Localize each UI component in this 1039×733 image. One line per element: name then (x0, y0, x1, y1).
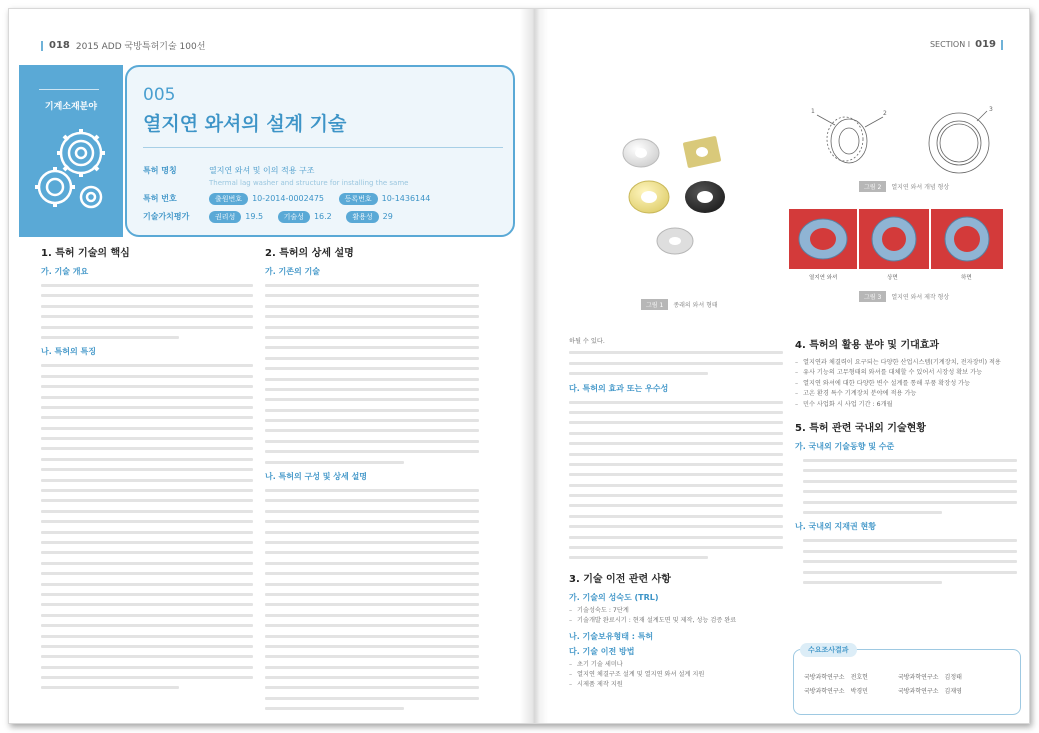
category-label: 기계소재분야 (44, 102, 98, 112)
figure-3-label: 상면 (887, 275, 898, 281)
header-bar-icon (1001, 40, 1003, 50)
body-text (41, 280, 253, 342)
rights-score: 19.5 (245, 212, 264, 221)
header-bar-icon (41, 41, 43, 51)
evaluation-label: 기술가치평가 (143, 212, 190, 221)
survey-person: 김재영 (944, 688, 962, 695)
svg-text:1: 1 (811, 108, 815, 115)
figure-1-tag: 그림 1 (641, 299, 668, 310)
list-item: – 초기 기술 세미나 (569, 660, 783, 670)
washer-drawing-icon (809, 105, 1005, 177)
registration-number-badge: 등록번호 (339, 193, 378, 205)
section-heading: 1. 특허 기술의 핵심 (41, 248, 130, 259)
left-column-1 (41, 247, 253, 693)
figure-3-tag: 그림 3 (859, 291, 886, 302)
rights-badge: 권리성 (209, 211, 241, 223)
body-text (265, 280, 479, 467)
divider (143, 147, 503, 148)
patent-name-label: 특허 명칭 (143, 166, 177, 175)
subsection-heading: 가. 기존의 기술 (265, 267, 320, 276)
magazine-spread (8, 8, 1030, 724)
left-page-header (41, 39, 205, 52)
washer-photo-icon (619, 119, 739, 269)
body-text (41, 360, 253, 693)
left-page-number: 018 (49, 40, 70, 51)
left-header-title: 2015 ADD 국방특허기술 100선 (75, 42, 206, 52)
category-panel (19, 65, 123, 237)
list-item: – 열지연 와셔에 대한 다양한 변수 설계를 통해 부품 확장성 가능 (795, 379, 1017, 389)
gears-icon (29, 121, 113, 221)
section-heading: 2. 특허의 상세 설명 (265, 248, 354, 259)
divider (39, 89, 99, 90)
patent-name-value: 열지연 와셔 및 이의 적용 구조 (209, 166, 315, 175)
book-gutter (520, 9, 548, 723)
survey-person: 박경민 (850, 688, 868, 695)
survey-title: 수요조사결과 (800, 643, 857, 657)
figure-2-caption (859, 181, 949, 192)
list-item: – 고온 환경 특수 기계장치 분야에 적용 가능 (795, 389, 1017, 399)
figure-3-label: 열지연 와셔 (809, 275, 838, 281)
list-item: – 유사 기능의 고무형태의 와셔를 대체할 수 있어서 시장성 확보 가능 (795, 368, 1017, 378)
article-title: 열지연 와셔의 설계 기술 (143, 113, 347, 135)
right-column-2 (795, 339, 1017, 587)
right-section-label: SECTION I (929, 40, 971, 49)
survey-row (804, 686, 962, 695)
body-text (795, 535, 1017, 587)
right-column-1 (569, 337, 783, 691)
survey-org: 국방과학연구소 (804, 674, 845, 681)
svg-text:2: 2 (883, 110, 887, 117)
patent-number-label: 특허 번호 (143, 194, 177, 203)
patent-name-english: Thermal lag washer and structure for installing the same (209, 179, 409, 187)
technology-badge: 기술성 (278, 211, 310, 223)
figure-2-image (809, 105, 1005, 177)
washer-blue-icon (789, 209, 857, 269)
list-item: – 민수 사업화 시 사업 기간 : 6개월 (795, 400, 1017, 410)
subsection-heading: 나. 기술보유형태 : 특허 (569, 631, 654, 641)
survey-results-box (793, 646, 1021, 715)
list-item: – 열지연과 체결력이 요구되는 다양한 산업시스템(기계장치, 전자장비) 적용 (795, 358, 1017, 368)
right-page-header (930, 39, 1003, 50)
svg-text:3: 3 (989, 106, 993, 113)
application-number: 10-2014-0002475 (252, 194, 325, 203)
subsection-heading: 나. 특허의 특징 (41, 347, 96, 357)
figure-3-photo-washer (789, 209, 857, 269)
list-item: – 열지연 체결구조 설계 및 열지연 와셔 설계 지원 (569, 670, 783, 680)
title-banner (125, 65, 515, 237)
figure-2-tag: 그림 2 (859, 181, 886, 192)
figure-3-photo-bottom (931, 209, 1003, 269)
article-number: 005 (143, 85, 176, 105)
survey-person: 김정태 (944, 674, 962, 681)
washer-top-icon (859, 209, 929, 269)
body-text (569, 397, 783, 563)
application-number-badge: 출원번호 (209, 193, 248, 205)
survey-person: 전호헌 (850, 674, 868, 681)
washer-bottom-icon (931, 209, 1003, 269)
figure-2-text: 열지연 와셔 개념 형상 (891, 184, 950, 191)
body-text (265, 485, 479, 714)
subsection-heading: 다. 기술 이전 방법 (569, 646, 635, 656)
body-text-intro: 하될 수 있다. (569, 338, 605, 345)
list-item: – 시제품 제작 지원 (569, 680, 783, 690)
figure-3-caption (859, 291, 949, 302)
technology-score: 16.2 (313, 212, 332, 221)
patent-name-row (143, 165, 408, 187)
right-page-number: 019 (975, 39, 996, 50)
subsection-heading: 가. 기술 개요 (41, 267, 89, 276)
body-text (569, 347, 783, 378)
utility-badge: 활용성 (346, 211, 378, 223)
left-column-2 (265, 247, 479, 714)
figure-1-caption (641, 299, 718, 310)
subsection-heading: 가. 기술의 성숙도 (TRL) (569, 592, 659, 602)
evaluation-row (143, 211, 393, 223)
figure-3-photo-top (859, 209, 929, 269)
list-item: – 기술개발 완료시기 : 현재 설계도면 및 제작, 성능 검증 완료 (569, 616, 783, 626)
survey-row (804, 672, 962, 681)
subsection-heading: 나. 특허의 구성 및 상세 설명 (265, 472, 367, 482)
registration-number: 10-1436144 (381, 194, 431, 203)
survey-org: 국방과학연구소 (897, 674, 939, 681)
subsection-heading: 다. 특허의 효과 또는 우수성 (569, 383, 669, 393)
list-item: – 기술성숙도 : 7단계 (569, 606, 783, 616)
section-heading: 4. 특허의 활용 분야 및 기대효과 (795, 340, 940, 351)
subsection-heading: 가. 국내외 기술동향 및 수준 (795, 442, 895, 452)
figure-3-text: 열지연 와셔 제작 형상 (891, 294, 950, 301)
body-text (795, 455, 1017, 517)
figure-3-label: 하면 (961, 275, 972, 281)
survey-org: 국방과학연구소 (897, 688, 939, 695)
utility-score: 29 (382, 212, 393, 221)
section-heading: 3. 기술 이전 관련 사항 (569, 573, 671, 585)
section-heading: 5. 특허 관련 국내외 기술현황 (795, 423, 926, 435)
patent-number-row (143, 193, 430, 205)
figure-1-text: 종래의 와셔 형태 (673, 302, 718, 309)
survey-org: 국방과학연구소 (804, 688, 845, 695)
figure-1-image (619, 119, 739, 269)
subsection-heading: 나. 국내외 지재권 현황 (795, 522, 876, 532)
